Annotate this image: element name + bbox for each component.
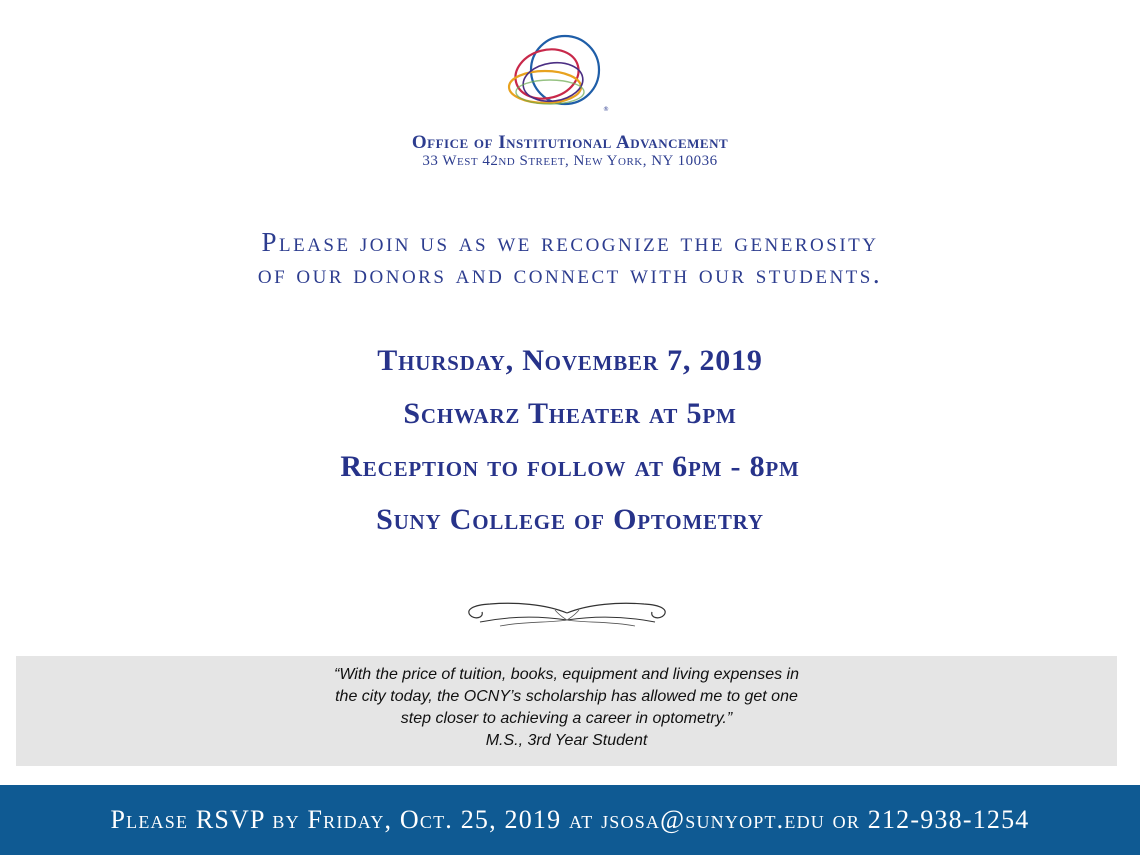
svg-text:®: ® (603, 106, 609, 113)
flourish-divider-icon (460, 596, 675, 632)
quote-line: the city today, the OCNY’s scholarship has allowed me to get one (335, 688, 798, 705)
testimonial-box (16, 656, 1117, 766)
office-address: 33 West 42nd Street, New York, NY 10036 (422, 153, 718, 169)
event-reception: Reception to follow at 6pm - 8pm (340, 450, 800, 483)
testimonial-quote (16, 664, 1117, 752)
ocny-logo-icon (505, 32, 610, 114)
event-location: Suny College of Optometry (376, 503, 764, 536)
quote-line: “With the price of tuition, books, equipment and living expenses in (333, 666, 799, 683)
rsvp-text: Please RSVP by Friday, Oct. 25, 2019 at jsosa@sunyopt.edu or 212-938-1254 (110, 805, 1030, 834)
quote-attribution: M.S., 3rd Year Student (485, 732, 648, 749)
event-details (0, 340, 1140, 552)
quote-line: step closer to achieving a career in optometry.” (400, 710, 733, 727)
rsvp-footer (0, 785, 1140, 855)
invitation-text (0, 226, 1140, 290)
event-venue: Schwarz Theater at 5pm (403, 397, 737, 430)
invitation-line: of our donors and connect with our students. (257, 259, 883, 289)
event-date: Thursday, November 7, 2019 (377, 344, 763, 377)
office-name: Office of Institutional Advancement (411, 132, 729, 153)
invitation-line: Please join us as we recognize the generosity (261, 227, 879, 257)
